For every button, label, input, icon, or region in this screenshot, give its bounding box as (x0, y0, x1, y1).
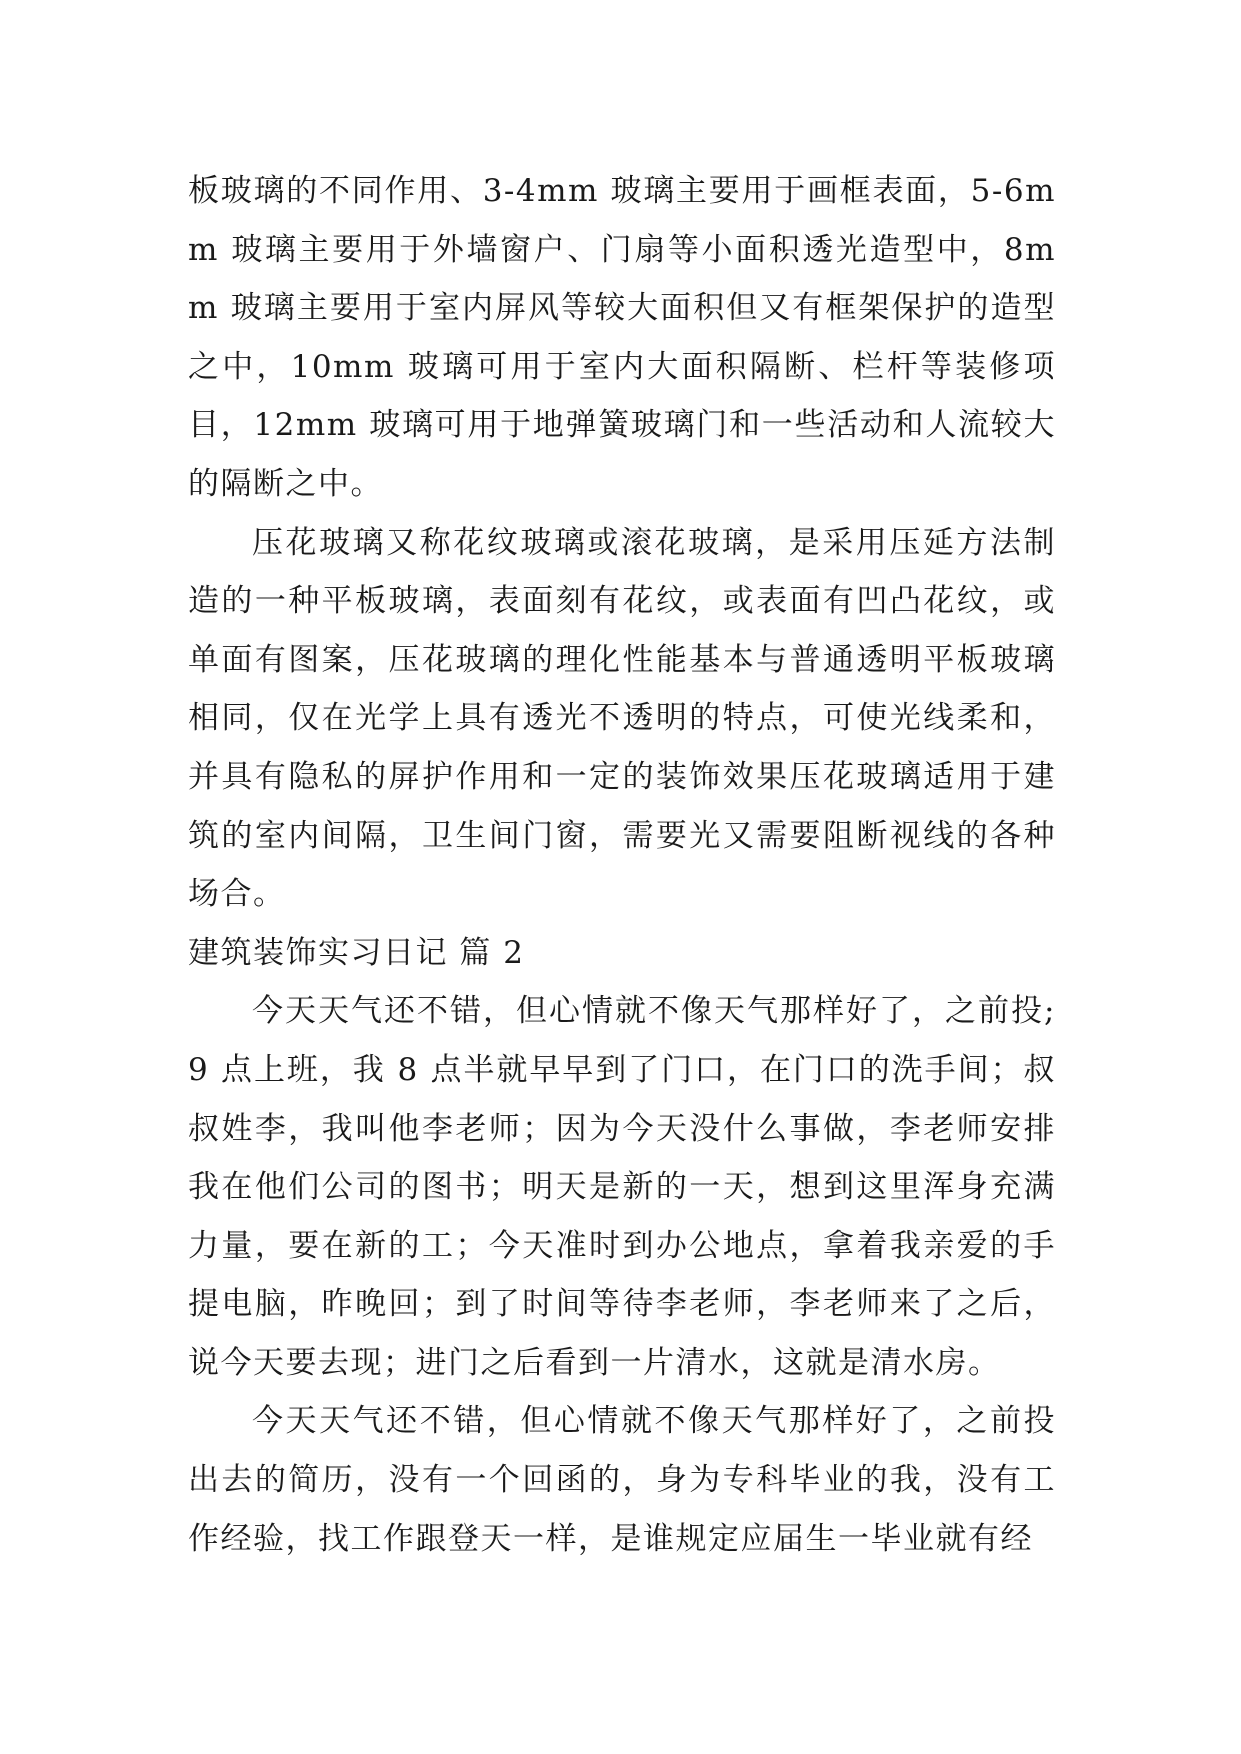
document-body (188, 162, 1056, 1568)
paragraph-patterned-glass: 压花玻璃又称花纹玻璃或滚花玻璃，是采用压延方法制造的一种平板玻璃，表面刻有花纹，或表面有凹凸花纹，或单面有图案，压花玻璃的理化性能基本与普通透明平板玻璃相同，仅在光学上具有透光不透明的特点，可使光线柔和，并具有隐私的屏护作用和一定的装饰效果压花玻璃适用于建筑的室内间隔，卫生间门窗，需要光又需要阻断视线的各种场合。 (188, 524, 1056, 913)
section-heading: 建筑装饰实习日记 篇 2 (188, 934, 525, 971)
paragraph-diary-day2: 今天天气还不错，但心情就不像天气那样好了，之前投出去的简历，没有一个回函的，身为专科毕业的我，没有工作经验，找工作跟登天一样，是谁规定应届生一毕业就有经 (188, 1403, 1056, 1557)
paragraph-glass-thickness: 板玻璃的不同作用、3-4mm 玻璃主要用于画框表面，5-6mm 玻璃主要用于外墙窗户、门扇等小面积透光造型中，8mm 玻璃主要用于室内屏风等较大面积但又有框架保护的造型之中，10mm 玻璃可用于室内大面积隔断、栏杆等装修项目，12mm 玻璃可用于地弹簧玻璃门和一些活动和人流较大的隔断之中。 (188, 173, 1056, 502)
paragraph-diary-day1: 今天天气还不错，但心情就不像天气那样好了，之前投;9 点上班，我 8 点半就早早到了门口，在门口的洗手间；叔叔姓李，我叫他李老师；因为今天没什么事做，李老师安排我在他们公司的图书；明天是新的一天，想到这里浑身充满力量，要在新的工；今天准时到办公地点，拿着我亲爱的手提电脑，昨晚回；到了时间等待李老师，李老师来了之后，说今天要去现；进门之后看到一片清水，这就是清水房。 (188, 993, 1056, 1381)
